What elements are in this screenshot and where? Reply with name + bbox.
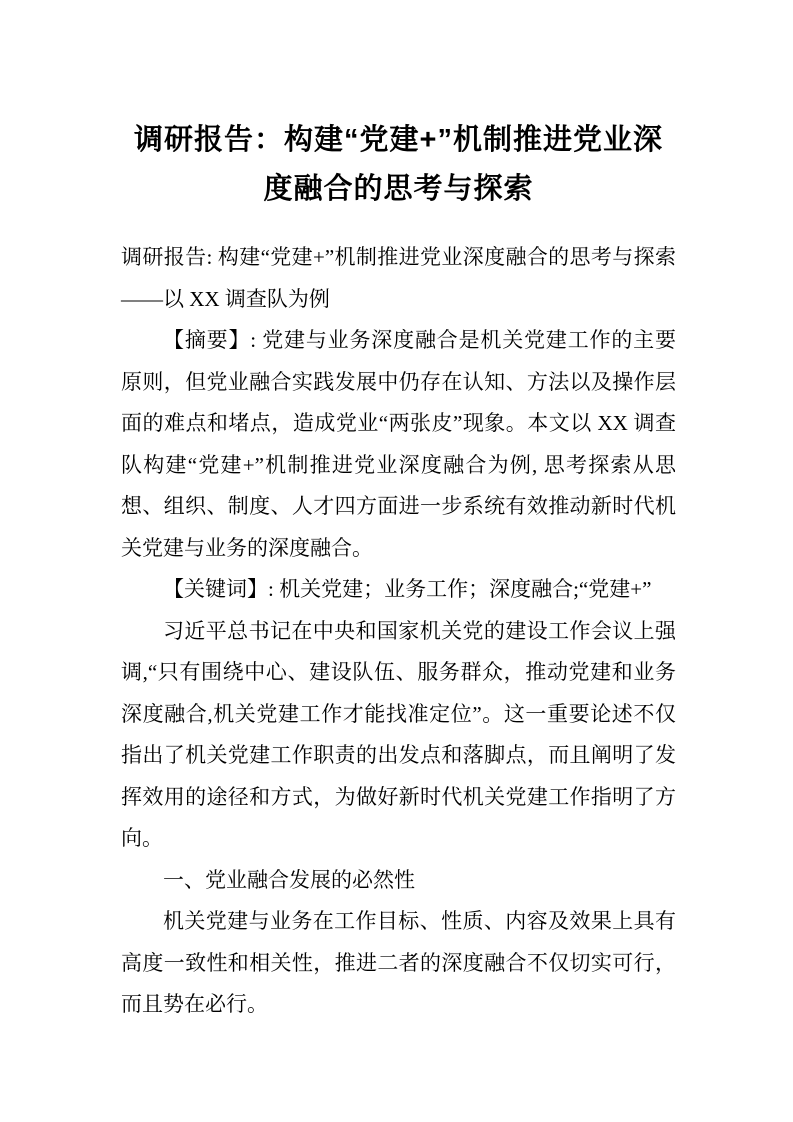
paragraph-introduction: 习近平总书记在中央和国家机关党的建设工作会议上强调,“只有围绕中心、建设队伍、服务群众，推动党建和业务深度融合,机关党建工作才能找准定位”。这一重要论述不仅指出了机关党建工作职责的出发点和落脚点，而且阐明了发挥效用的途径和方式，为做好新时代机关党建工作指明了方向。: [121, 618, 676, 850]
document-body: [121, 237, 676, 1026]
paragraph-abstract: 【摘要】: 党建与业务深度融合是机关党建工作的主要原则，但党业融合实践发展中仍存在认知、方法以及操作层面的难点和堵点，造成党业“两张皮”现象。本文以 XX 调查队构建“党建+”机制推进党业深度融合为例, 思考探索从思想、组织、制度、人才四方面进一步系统有效推动新时代机关党建与业务的深度融合。: [121, 328, 676, 560]
paragraph-keywords: 【关键词】: 机关党建；业务工作；深度融合;“党建+”: [163, 577, 652, 601]
heading-section-1: 一、党业融合发展的必然性: [163, 867, 415, 892]
document-title-line-1: 调研报告：构建“党建+”机制推进党业深: [134, 124, 663, 156]
paragraph-subtitle: 调研报告: 构建“党建+”机制推进党业深度融合的思考与探索——以 XX 调查队为例: [121, 245, 676, 311]
document-title: [121, 116, 676, 214]
document-title-line-2: 度融合的思考与探索: [263, 173, 534, 205]
paragraph-section-1-body: 机关党建与业务在工作目标、性质、内容及效果上具有高度一致性和相关性，推进二者的深度融合不仅切实可行，而且势在必行。: [121, 909, 676, 1016]
